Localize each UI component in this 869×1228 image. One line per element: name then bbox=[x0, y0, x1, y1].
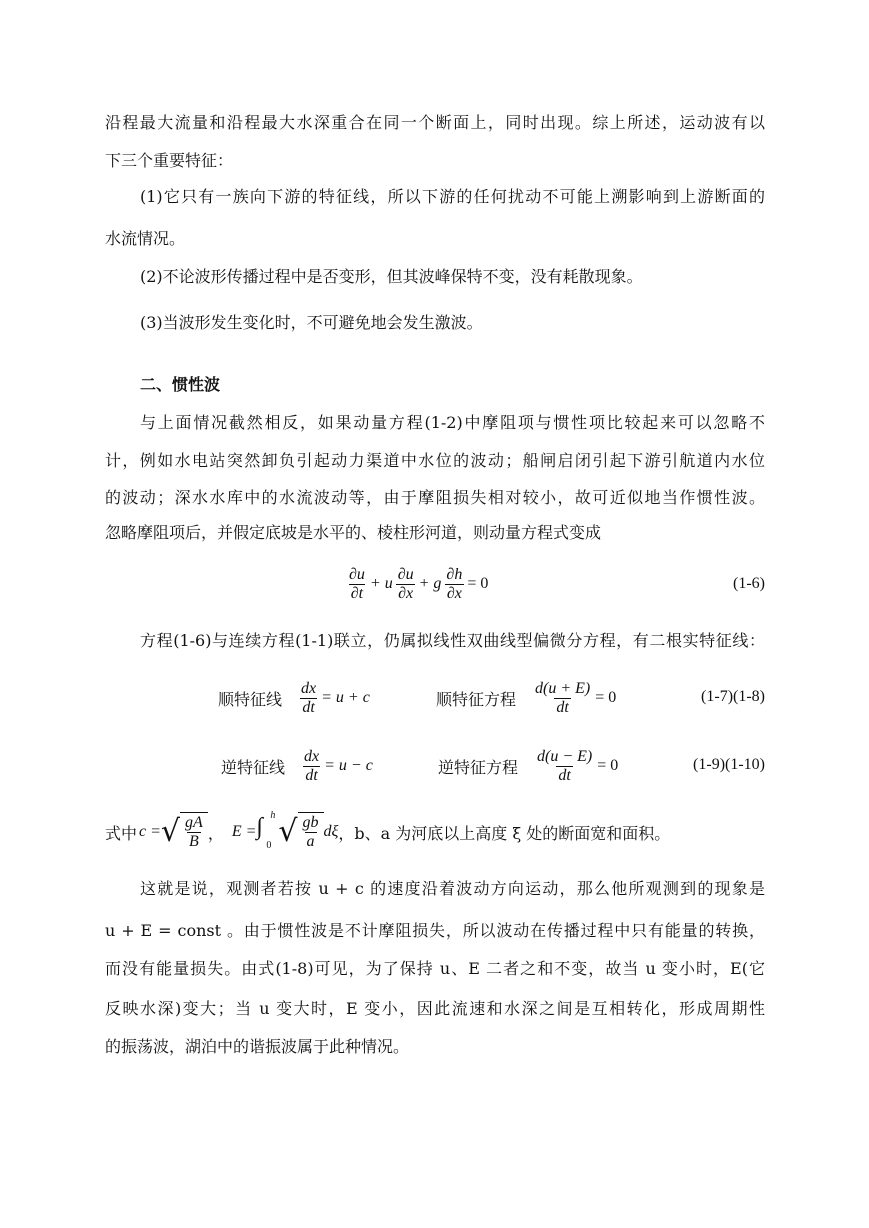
equation-number: (1-7)(1-8) bbox=[701, 688, 765, 705]
fraction: $\frac{dx}{dt}$ bbox=[304, 747, 320, 784]
paragraph-line: 这就是说，观测者若按 u + c 的速度沿着波动方向运动，那么他所观测到的现象是 bbox=[140, 879, 765, 898]
paragraph-line: 沿程最大流量和沿程最大水深重合在同一个断面上，同时出现。综上所述，运动波有以 bbox=[105, 113, 765, 132]
forward-characteristic: 顺特征线 $\frac{dx}{dt}$ = u + c bbox=[218, 679, 370, 716]
equation-number: (1-9)(1-10) bbox=[693, 756, 765, 773]
fraction: $\frac{d(u + E)}{dt}$ bbox=[535, 679, 591, 716]
sqrt: √ $\frac{gb}{a}$ bbox=[278, 812, 323, 852]
section-title: 二、惯性波 bbox=[140, 375, 221, 394]
paragraph-line: 反映水深)变大；当 u 变大时，E 变小，因此流速和水深之间是互相转化，形成周期性 bbox=[105, 999, 765, 1018]
feature-2: (2)不论波形传播过程中是否变形，但其波峰保特不变，没有耗散现象。 bbox=[140, 267, 643, 286]
paragraph-line: 下三个重要特征： bbox=[105, 151, 234, 170]
paragraph-line: 忽略摩阻项后，并假定底坡是水平的、棱柱形河道，则动量方程式变成 bbox=[105, 523, 602, 542]
paragraph-line: 方程(1-6)与连续方程(1-1)联立，仍属拟线性双曲线型偏微分方程，有二根实特征线： bbox=[140, 631, 765, 650]
backward-characteristic: 逆特征线 $\frac{dx}{dt}$ = u − c bbox=[221, 747, 373, 784]
feature-1-line: 水流情况。 bbox=[105, 229, 186, 248]
equation-number: (1-6) bbox=[733, 575, 765, 592]
definitions-line: 式中 c = √ $\frac{gA}{B}$ ， E = ∫ h 0 √ $\frac{gb}{a}$ dξ ，b、a 为河底以上高度 ξ 处的断面宽和面积。 bbox=[105, 806, 670, 858]
fraction: $\frac{dx}{dt}$ bbox=[301, 679, 317, 716]
paragraph-line: 与上面情况截然相反，如果动量方程(1-2)中摩阻项与惯性项比较起来可以忽略不 bbox=[140, 413, 765, 432]
equation-1-6: $\frac{\partial u}{\partial t}$ + u $\frac{\partial u}{\partial x}$ + g $\frac{\partial h}{\partial x}$ = 0 bbox=[349, 565, 489, 602]
fraction: $\frac{\partial h}{\partial x}$ bbox=[446, 565, 463, 602]
backward-characteristic-equation: 逆特征方程 $\frac{d(u - E)}{dt}$ = 0 bbox=[438, 747, 619, 784]
forward-characteristic-equation: 顺特征方程 $\frac{d(u + E)}{dt}$ = 0 bbox=[436, 679, 617, 716]
sqrt: √ $\frac{gA}{B}$ bbox=[161, 812, 208, 852]
feature-3: (3)当波形发生变化时，不可避免地会发生激波。 bbox=[140, 313, 483, 332]
paragraph-line: 的振荡波，湖泊中的谐振波属于此种情况。 bbox=[105, 1037, 410, 1056]
fraction: $\frac{d(u - E)}{dt}$ bbox=[537, 747, 593, 784]
paragraph-line: 而没有能量损失。由式(1-8)可见，为了保持 u、E 二者之和不变，故当 u 变小时，E(它 bbox=[105, 959, 765, 978]
paragraph-line: 的波动；深水水库中的水流波动等，由于摩阻损失相对较小，故可近似地当作惯性波。 bbox=[105, 488, 765, 507]
paragraph-line: 计，例如水电站突然卸负引起动力渠道中水位的波动；船闸启闭引起下游引航道内水位 bbox=[105, 451, 765, 470]
paragraph-line: u + E = const 。由于惯性波是不计摩阻损失，所以波动在传播过程中只有能量的转换， bbox=[105, 921, 765, 940]
integral: ∫ h 0 bbox=[256, 810, 276, 851]
feature-1-line: (1)它只有一族向下游的特征线，所以下游的任何扰动不可能上溯影响到上游断面的 bbox=[140, 187, 765, 206]
fraction: $\frac{\partial u}{\partial t}$ bbox=[349, 565, 365, 602]
fraction: $\frac{\partial u}{\partial x}$ bbox=[397, 565, 414, 602]
